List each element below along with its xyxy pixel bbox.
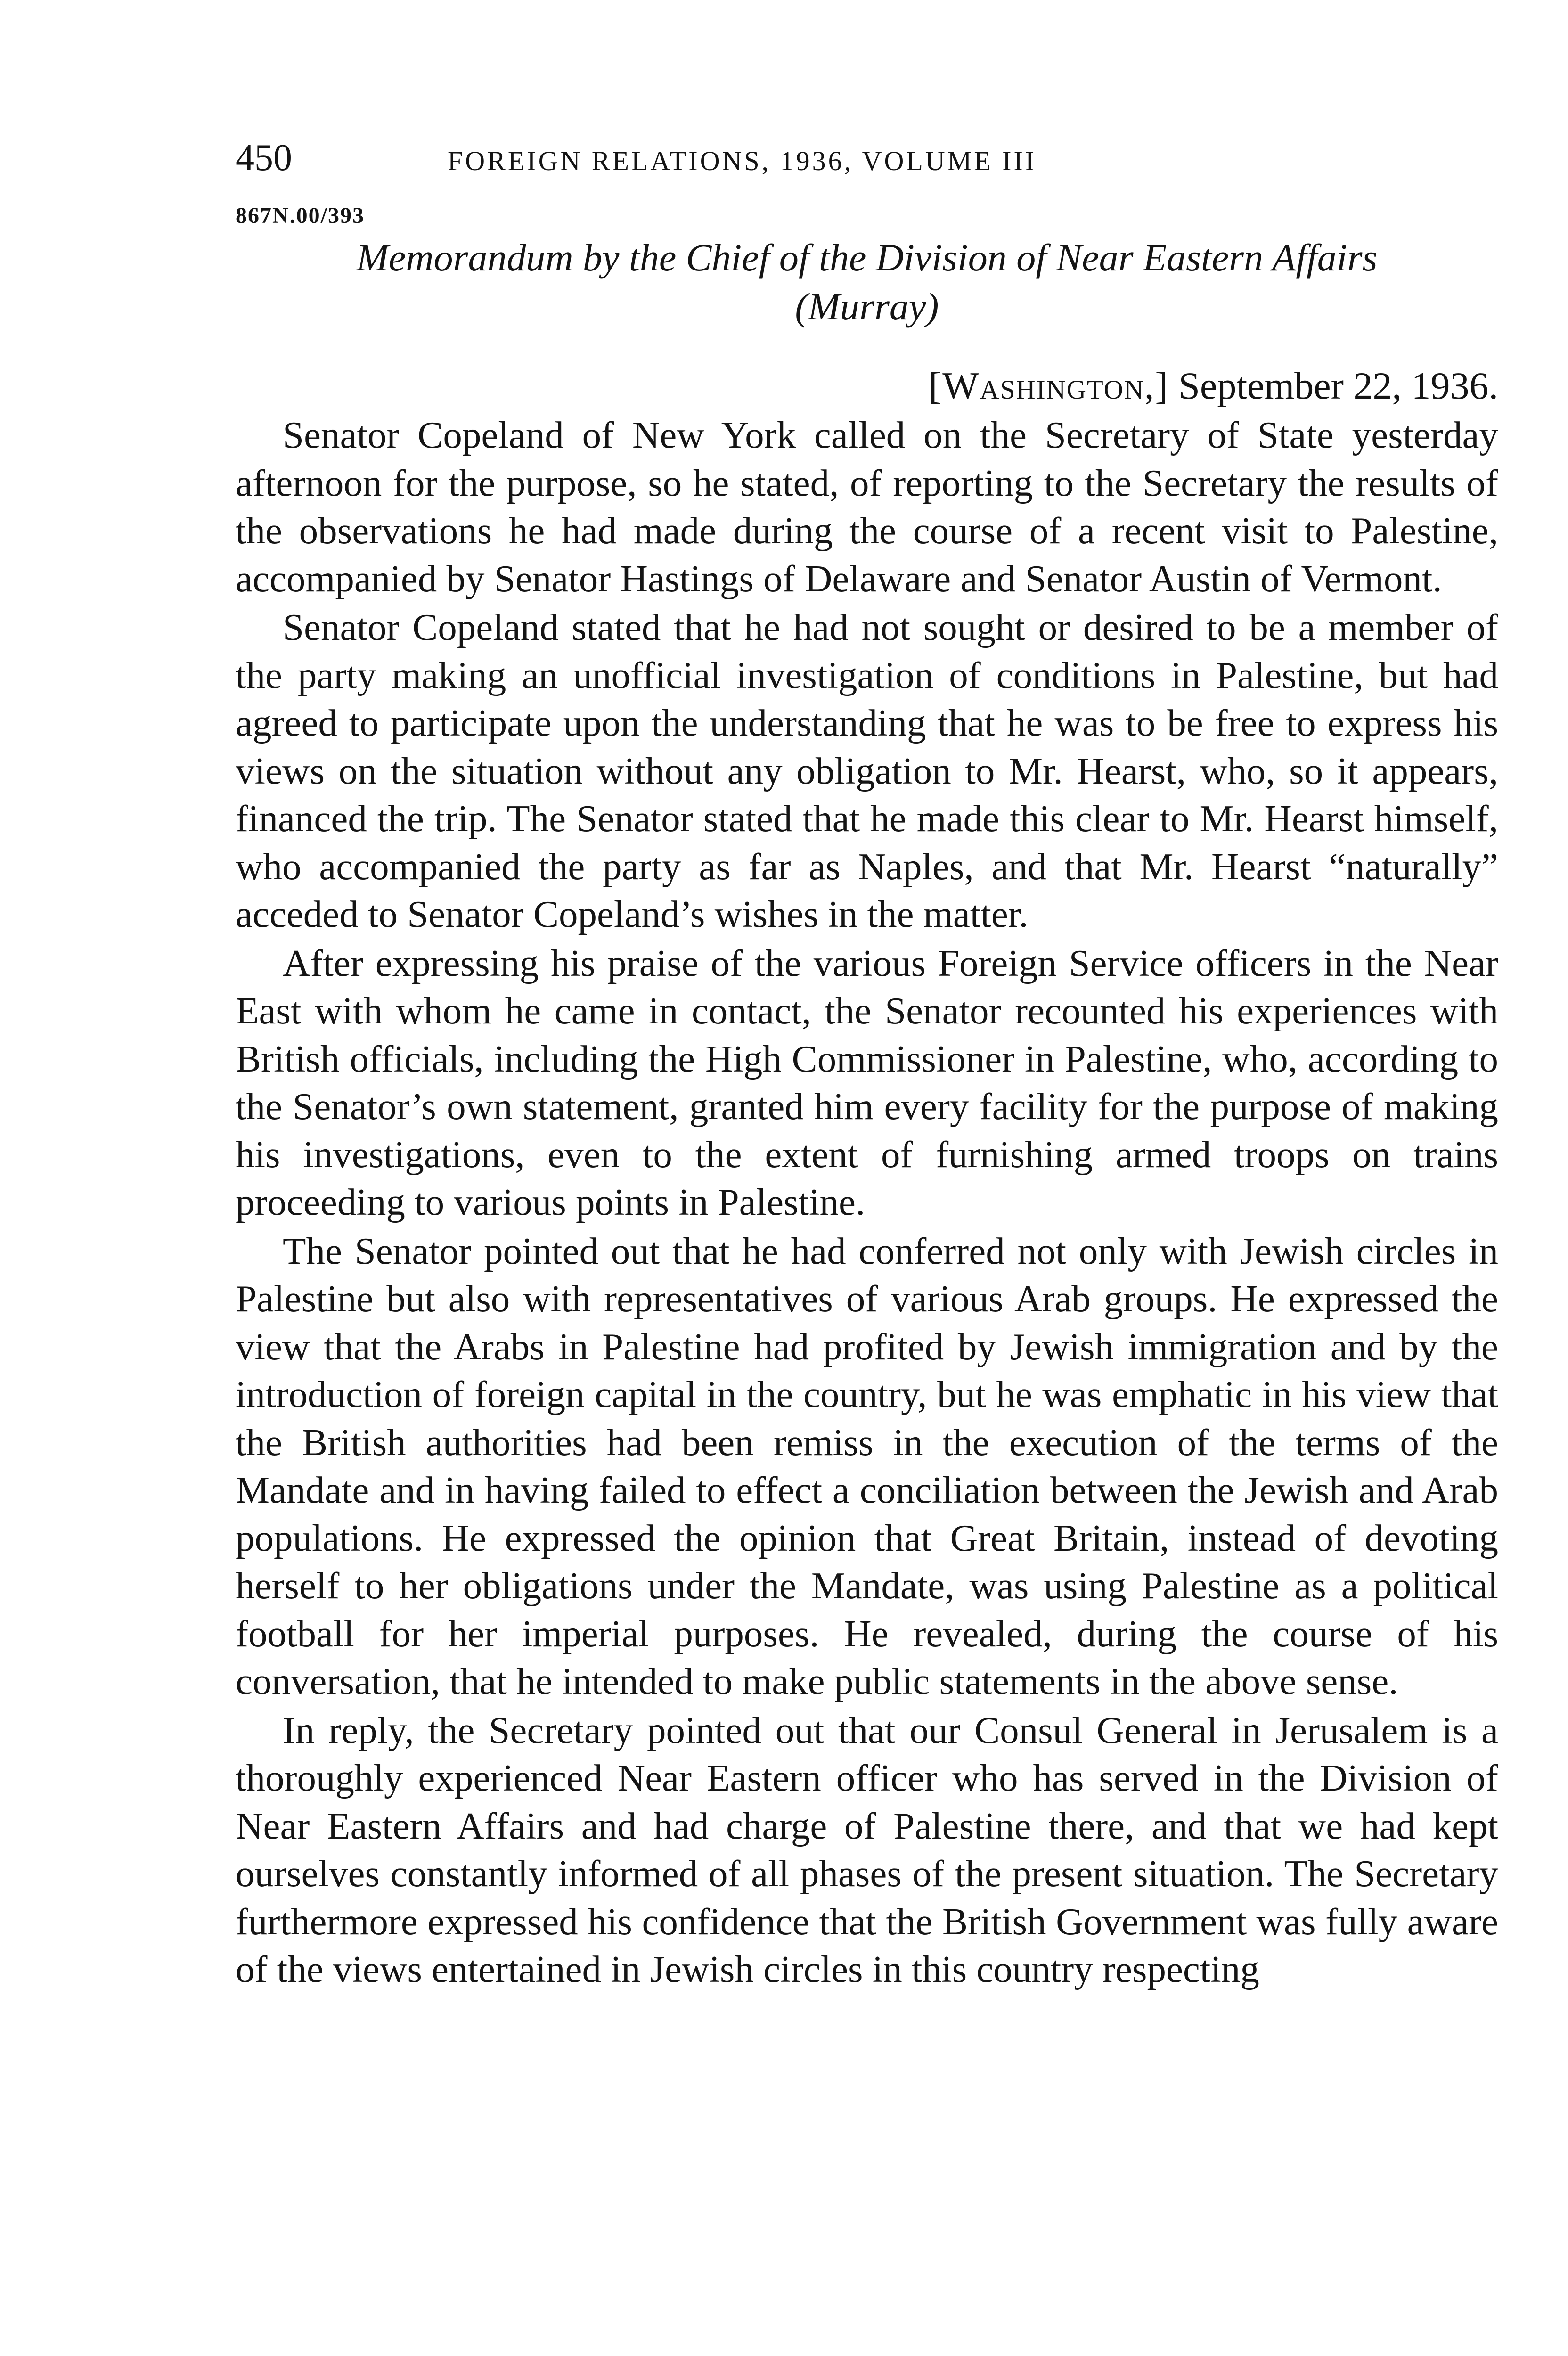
body-paragraph-2: Senator Copeland stated that he had not sought or desired to be a member of the party making an unofficial investigation of conditions in Palestine, but had agreed to participate upon the understanding that he was to be free to express his views on the situation without any obligation to Mr. Hearst, who, so it appears, financed the trip. The Senator stated that he made this clear to Mr. Hearst himself, who accompanied the party as far as Naples, and that Mr. Hearst “naturally” acceded to Senator Copeland’s wishes in the matter.: [236, 606, 1498, 935]
document-title-line-1: Memorandum by the Chief of the Division of Near Eastern Affairs: [356, 236, 1378, 279]
page-number: 450: [236, 137, 292, 179]
dateline-date: September 22, 1936.: [1178, 364, 1498, 407]
dateline-place: [Washington,]: [928, 364, 1169, 407]
document-page: [236, 137, 1498, 1994]
dateline: [236, 362, 1498, 409]
running-header: [236, 137, 1498, 188]
body-paragraph-4: The Senator pointed out that he had conferred not only with Jewish circles in Palestine but also with representatives of various Arab groups. He expressed the view that the Arabs in Palestine had profited by Jewish immigration and by the introduction of foreign capital in the country, but he was emphatic in his view that the British authorities had been remiss in the execution of the terms of the Mandate and in having failed to effect a conciliation between the Jewish and Arab populations. He expressed the opinion that Great Britain, instead of devoting herself to her obligations under the Mandate, was using Palestine as a political football for her imperial purposes. He revealed, during the course of his conversation, that he intended to make public statements in the above sense.: [236, 1229, 1498, 1702]
body-paragraph-3: After expressing his praise of the various Foreign Service officers in the Near East with whom he came in contact, the Senator recounted his experiences with British officials, including the High Commissioner in Palestine, who, according to the Senator’s own statement, granted him every facility for the purpose of making his investigations, even to the extent of furnishing armed troops on trains proceeding to various points in Palestine.: [236, 941, 1498, 1223]
document-title-line-2: (Murray): [795, 285, 939, 328]
memorandum-body: [236, 411, 1498, 1994]
body-paragraph-5: In reply, the Secretary pointed out that our Consul General in Jerusalem is a thoroughly experienced Near Eastern officer who has served in the Division of Near Eastern Affairs and had charge of Palestine there, and that we had kept ourselves constantly informed of all phases of the present situation. The Secretary furthermore expressed his confidence that the British Government was fully aware of the views entertained in Jewish circles in this country respecting: [236, 1709, 1498, 1990]
running-title: FOREIGN RELATIONS, 1936, VOLUME III: [448, 146, 1037, 176]
document-title: [236, 233, 1498, 331]
body-paragraph-1: Senator Copeland of New York called on the Secretary of State yesterday afternoon for the purpose, so he stated, of reporting to the Secretary the results of the observations he had made during the course of a recent visit to Palestine, accompanied by Senator Hastings of Delaware and Senator Austin of Vermont.: [236, 414, 1498, 600]
file-number: 867N.00/393: [236, 203, 365, 228]
